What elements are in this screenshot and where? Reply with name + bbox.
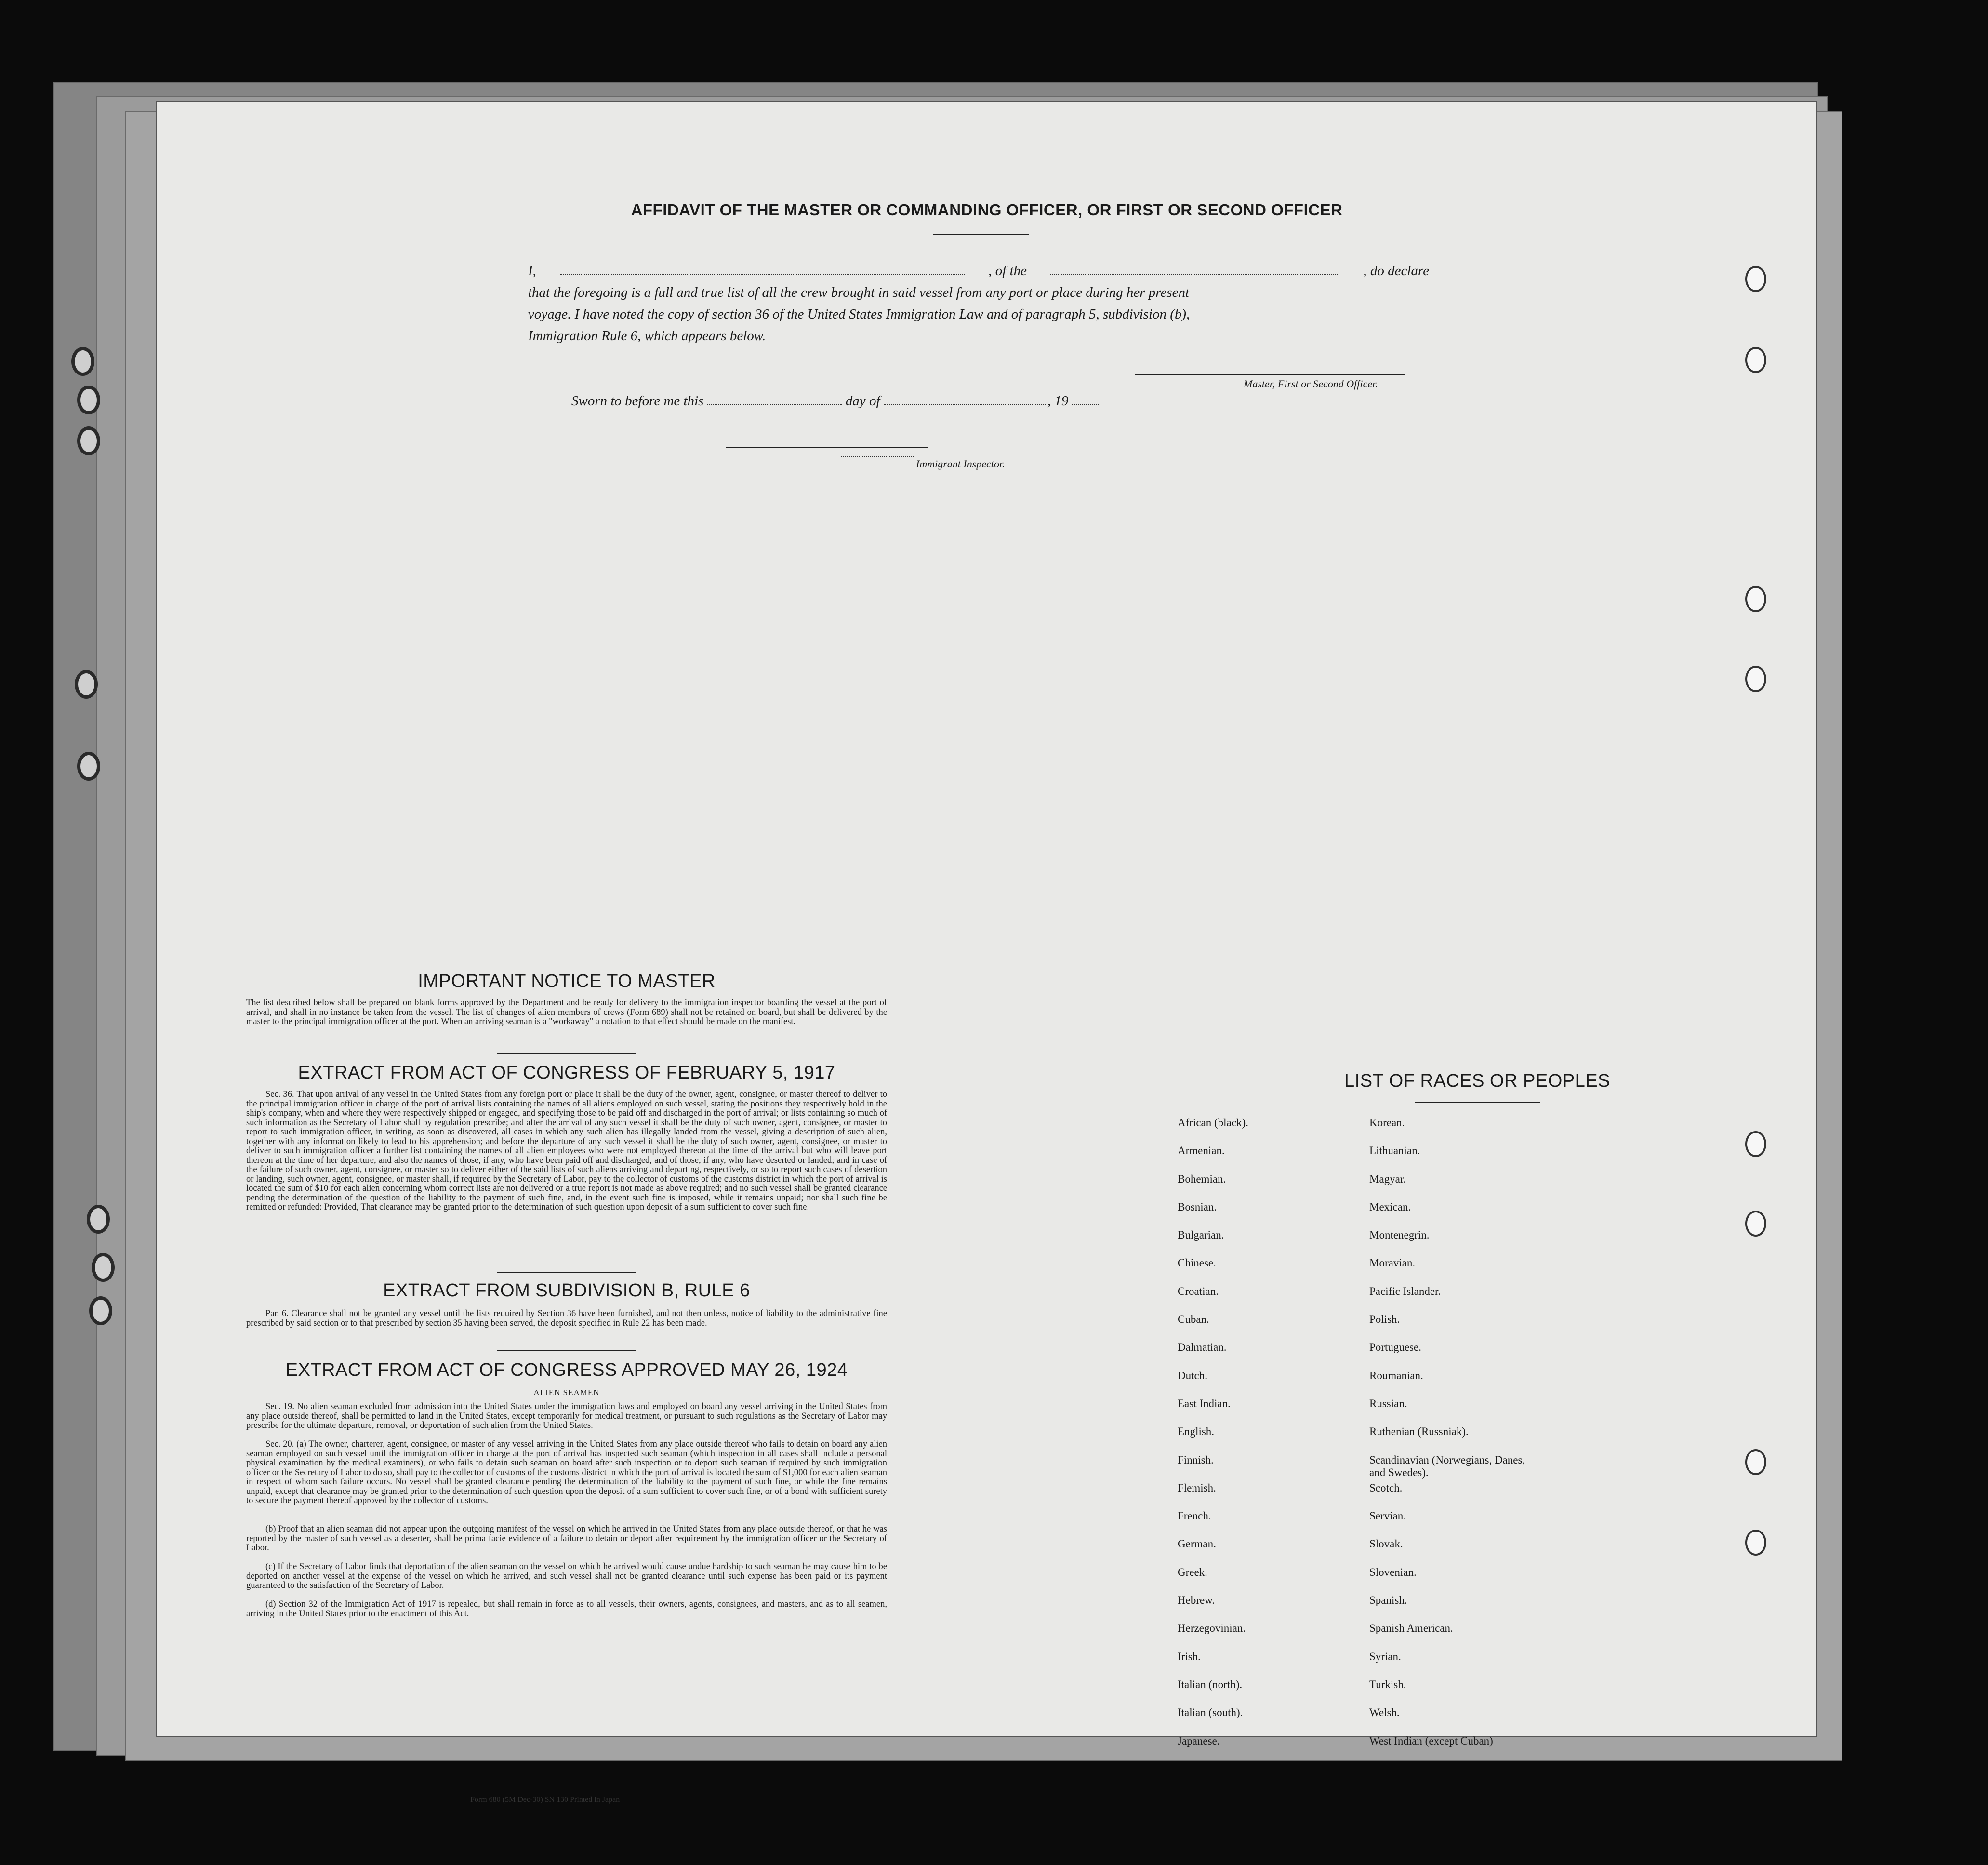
section-rule	[1415, 1102, 1540, 1103]
race-item: Bosnian.	[1178, 1200, 1217, 1213]
race-item: Hebrew.	[1178, 1594, 1215, 1607]
race-item: Dutch.	[1178, 1369, 1207, 1382]
extract-1924-sec20c: (c) If the Secretary of Labor finds that deportation of the alien seaman on the vessel on which he arrived would cause undue hardship to such seaman he may cause him to be deported on another vessel at the expense of the vessel on which he arrived, and such vessel shall not be granted clearance until such expense has been paid or its payment guaranteed to the satisfaction of the Secretary of Labor.	[246, 1562, 887, 1590]
race-item: East Indian.	[1178, 1397, 1231, 1410]
punch-hole	[1745, 666, 1766, 692]
race-item: Finnish.	[1178, 1453, 1214, 1466]
section-rule	[497, 1272, 636, 1273]
race-item: Italian (south).	[1178, 1706, 1243, 1719]
punch-hole	[89, 1296, 112, 1325]
race-item: Greek.	[1178, 1566, 1207, 1578]
inspector-signature-line[interactable]	[726, 447, 928, 448]
form-number: Form 680 (5M Dec-30) SN 130 Printed in Japan	[470, 1796, 620, 1804]
sworn-prefix: Sworn to before me this	[571, 393, 704, 409]
extract-1917-title: EXTRACT FROM ACT OF CONGRESS OF FEBRUARY 5, 1917	[298, 1063, 835, 1083]
race-item: Chinese.	[1178, 1257, 1216, 1269]
race-item: Italian (north).	[1178, 1678, 1243, 1691]
inspector-dots	[841, 456, 914, 457]
race-item: Spanish American.	[1369, 1622, 1453, 1635]
sworn-day-field[interactable]	[707, 404, 842, 405]
race-item: Ruthenian (Russniak).	[1369, 1425, 1469, 1438]
punch-hole	[92, 1253, 115, 1282]
race-item: Slovak.	[1369, 1538, 1403, 1550]
extract-1924-sec20b: (b) Proof that an alien seaman did not appear upon the outgoing manifest of the vessel on which he arrived in the United States from any place outside thereof, or that he was reported by the master of such vessel as a deserter, shall be prima facie evidence of a failure to detain or deport after requirement by the immigration officer or the Secretary of Labor.	[246, 1524, 887, 1553]
punch-hole	[1745, 1131, 1766, 1157]
sworn-year-field[interactable]	[1072, 404, 1099, 405]
races-right-column	[1369, 1117, 1552, 1763]
punch-hole	[71, 347, 94, 376]
race-item: African (black).	[1178, 1117, 1248, 1129]
race-item: Magyar.	[1369, 1172, 1406, 1185]
race-item: Cuban.	[1178, 1313, 1209, 1326]
race-item: Portuguese.	[1369, 1341, 1421, 1354]
race-item: Montenegrin.	[1369, 1229, 1430, 1241]
inspector-caption: Immigrant Inspector.	[916, 458, 1005, 470]
extract-1917-text: Sec. 36. That upon arrival of any vessel in the United States from any foreign port or place it shall be the duty of the owner, agent, consignee, or master thereof to deliver to the principal immigration officer in charge of the port of arrival lists containing the names of all aliens employed on such vessel, stating the positions they respectively hold in the ship's company, when and where they were respectively shipped or engaged, and specifying those to be paid off and discharged in the port of arrival; or lists containing so much of such information as the Secretary of Labor shall by regulation prescribe; and after the arrival of any such vessel it shall be the duty of such owner, agent, consignee, or master to report to such immigration officer, in writing, as soon as discovered, all cases in which any such alien has illegally landed from the vessel, giving a description of such alien, together with any information likely to lead to his apprehension; and before the departure of any such vessel it shall be the duty of such owner, agent, consignee, or master to deliver to such immigration officer a further list containing the names of all alien employees who were not employed thereon at the time of the arrival but who will leave port thereon at the time of her departure, and also the names of those, if any, who have been paid off and discharged, and of those, if any, who have deserted or landed; and in case of the failure of such owner, agent, consignee, or master so to deliver either of the said lists of such aliens arriving and departing, respectively, or so to report such cases of desertion or landing, such owner, agent, consignee, or master shall, if required by the Secretary of Labor, pay to the collector of customs of the customs district in which the port of arrival is located the sum of $10 for each alien concerning whom correct lists are not delivered or a true report is not made as above required; and no such vessel shall be granted clearance pending the determination of the question of the liability to the payment of such fine, and, in the event such fine is imposed, while it remains unpaid; nor shall such fine be remitted or refunded: Provided, That clearance may be granted prior to the determination of such question upon deposit of a sum sufficient to cover such fine.	[246, 1090, 887, 1212]
punch-hole	[1745, 1530, 1766, 1556]
punch-hole	[77, 386, 100, 414]
race-item: Servian.	[1369, 1510, 1406, 1522]
vessel-name-field[interactable]	[1050, 274, 1339, 275]
race-item: Herzegovinian.	[1178, 1622, 1246, 1635]
notice-text: The list described below shall be prepared on blank forms approved by the Department and be ready for delivery to the immigration inspector boarding the vessel at the port of arrival, and shall in no instance be taken from the vessel. The list of changes of alien members of crews (Form 689) shall not be retained on board, but shall be delivered by the master to the principal immigration officer at the port. When an arriving seaman is a "workaway" a notation to that effect should be made on the manifest.	[246, 998, 887, 1026]
notice-title: IMPORTANT NOTICE TO MASTER	[418, 971, 716, 991]
section-rule	[497, 1053, 636, 1054]
race-item: Lithuanian.	[1369, 1145, 1420, 1157]
race-item: Armenian.	[1178, 1145, 1225, 1157]
race-item: Irish.	[1178, 1650, 1201, 1663]
race-item: Syrian.	[1369, 1650, 1401, 1663]
affidavit-text	[528, 260, 1429, 347]
sworn-line	[571, 393, 1099, 409]
affidavit-line: voyage. I have noted the copy of section 36 of the United States Immigration Law and of paragraph 5, subdivision (b),	[528, 306, 1190, 322]
extract-1924-title: EXTRACT FROM ACT OF CONGRESS APPROVED MAY 26, 1924	[285, 1360, 848, 1380]
race-item: Welsh.	[1369, 1706, 1400, 1719]
extract-1924-sec20d: (d) Section 32 of the Immigration Act of 1917 is repealed, but shall remain in force as to all vessels, their owners, agents, consignees, and masters, and as to all seamen, arriving in the United States prior to the enactment of this Act.	[246, 1599, 887, 1619]
extract-rule6-text: Par. 6. Clearance shall not be granted any vessel until the lists required by Section 36 have been furnished, and not then unless, notice of liability to the administrative fine prescribed by said section or to that prescribed by section 35 having been served, the deposit specified in Rule 22 has been made.	[246, 1309, 887, 1328]
race-item: Bohemian.	[1178, 1172, 1226, 1185]
affidavit-title: AFFIDAVIT OF THE MASTER OR COMMANDING OFFICER, OR FIRST OR SECOND OFFICER	[631, 201, 1343, 219]
master-name-field[interactable]	[560, 274, 965, 275]
race-item: Scandinavian (Norwegians, Danes, and Swedes).	[1369, 1453, 1525, 1479]
race-item: English.	[1178, 1425, 1215, 1438]
signature-line[interactable]	[1135, 374, 1405, 375]
race-item: German.	[1178, 1538, 1216, 1550]
punch-hole	[1745, 347, 1766, 373]
signature-caption: Master, First or Second Officer.	[1244, 378, 1378, 390]
punch-hole	[77, 426, 100, 455]
sworn-day-of: day of	[845, 393, 880, 409]
punch-hole	[1745, 266, 1766, 292]
extract-1924-sec20a: Sec. 20. (a) The owner, charterer, agent, consignee, or master of any vessel arriving in the United States from any place outside thereof who fails to detain on board any alien seaman employed on such vessel until the immigration officer in charge at the port of arrival has inspected such seaman (which inspection in all cases shall include a personal physical examination by the medical examiners), or who fails to detain such seaman on board after such inspection or to deport such seaman if required by such immigration officer or the Secretary of Labor to do so, shall pay to the collector of customs of the customs district in which the port of arrival is located the sum of $1,000 for each alien seaman in respect of whom such failure occurs. No vessel shall be granted clearance pending the determination of the liability to the payment of such fine, or while the fine remains unpaid, except that clearance may be granted prior to the determination of such question upon the deposit of a sum sufficient to cover such fine, or of a bond with sufficient surety to secure the payment thereof approved by the collector of customs.	[246, 1439, 887, 1505]
punch-hole	[1745, 1449, 1766, 1475]
races-left-column	[1178, 1117, 1361, 1763]
race-item: Russian.	[1369, 1397, 1407, 1410]
section-rule	[497, 1350, 636, 1351]
punch-hole	[1745, 1211, 1766, 1237]
alien-seamen-subtitle: ALIEN SEAMEN	[533, 1388, 600, 1397]
sworn-month-field[interactable]	[884, 404, 1047, 405]
affidavit-line: Immigration Rule 6, which appears below.	[528, 328, 766, 344]
race-item: Polish.	[1369, 1313, 1400, 1326]
race-item: Bulgarian.	[1178, 1229, 1224, 1241]
punch-hole	[75, 670, 98, 699]
extract-rule6-title: EXTRACT FROM SUBDIVISION B, RULE 6	[383, 1280, 750, 1301]
race-item: Dalmatian.	[1178, 1341, 1227, 1354]
race-item: Croatian.	[1178, 1285, 1219, 1297]
race-item: Korean.	[1369, 1117, 1405, 1129]
sworn-year: , 19	[1047, 393, 1069, 409]
race-item: Spanish.	[1369, 1594, 1407, 1607]
race-item: Pacific Islander.	[1369, 1285, 1441, 1297]
race-item: Japanese.	[1178, 1734, 1220, 1747]
punch-hole	[87, 1205, 110, 1234]
title-rule	[933, 234, 1029, 235]
extract-1924-sec19: Sec. 19. No alien seaman excluded from admission into the United States under the immigration laws and employed on board any vessel arriving in the United States from any place outside thereof, shall be permitted to land in the United States, except temporarily for medical treatment, or pursuant to such regulations as the Secretary of Labor may prescribe for the ultimate departure, removal, or deportation of such alien from the United States.	[246, 1402, 887, 1430]
affidavit-do-declare: , do declare	[1363, 263, 1429, 279]
race-item: Roumanian.	[1369, 1369, 1423, 1382]
race-item: Turkish.	[1369, 1678, 1406, 1691]
race-item: West Indian (except Cuban)	[1369, 1734, 1493, 1747]
race-item: Scotch.	[1369, 1481, 1403, 1494]
manifest-page	[157, 102, 1816, 1804]
race-item: Flemish.	[1178, 1481, 1216, 1494]
punch-hole	[77, 752, 100, 781]
affidavit-i: I,	[528, 263, 536, 279]
race-item: Slovenian.	[1369, 1566, 1417, 1578]
affidavit-line: that the foregoing is a full and true list of all the crew brought in said vessel from any port or place during her present	[528, 285, 1190, 300]
race-item: Moravian.	[1369, 1257, 1416, 1269]
race-item: Mexican.	[1369, 1200, 1411, 1213]
races-title: LIST OF RACES OR PEOPLES	[1344, 1071, 1610, 1091]
punch-hole	[1745, 586, 1766, 612]
race-item: French.	[1178, 1510, 1211, 1522]
affidavit-of-the: , of the	[988, 263, 1027, 279]
